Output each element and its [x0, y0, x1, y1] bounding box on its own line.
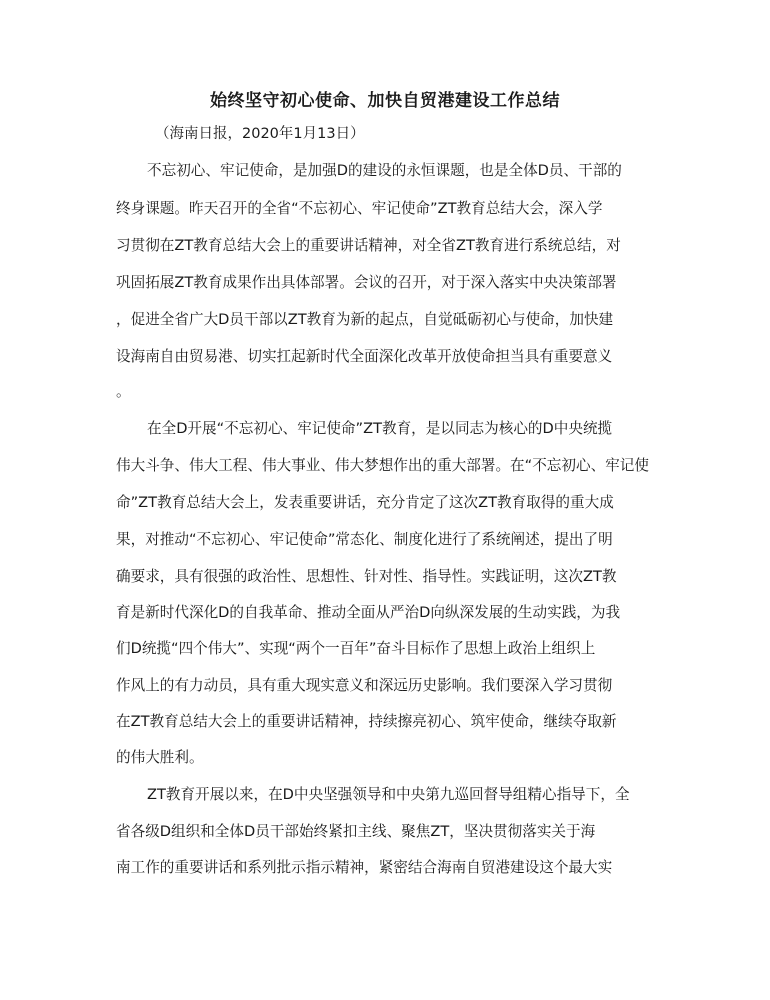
paragraph-line: 确要求，具有很强的政治性、思想性、针对性、指导性。实践证明，这次ZT教: [116, 568, 617, 585]
paragraph-line: 终身课题。昨天召开的全省“不忘初心、牢记使命”ZT教育总结大会，深入学: [116, 200, 603, 217]
paragraph-line: 省各级D组织和全体D员干部始终紧扣主线、聚焦ZT，坚决贯彻落实关于海: [116, 823, 596, 840]
paragraph-line: 们D统揽“四个伟大”、实现“两个一百年”奋斗目标作了思想上政治上组织上: [116, 640, 596, 657]
paragraph-line: ZT教育开展以来，在D中央坚强领导和中央第九巡回督导组精心指导下，全: [147, 786, 630, 803]
paragraph-line: 南工作的重要讲话和系列批示指示精神，紧密结合海南自贸港建设这个最大实: [116, 859, 613, 876]
paragraph-line: 育是新时代深化D的自我革命、推动全面从严治D向纵深发展的生动实践，为我: [116, 604, 621, 621]
paragraph-line: 伟大斗争、伟大工程、伟大事业、伟大梦想作出的重大部署。在“不忘初心、牢记使: [116, 457, 649, 474]
paragraph-line: 命”ZT教育总结大会上，发表重要讲话，充分肯定了这次ZT教育取得的重大成: [116, 494, 614, 511]
document-source: （海南日报，2020年1月13日）: [155, 126, 365, 142]
paragraph-line: 在ZT教育总结大会上的重要讲话精神，持续擦亮初心、筑牢使命，继续夺取新: [116, 713, 617, 730]
paragraph-line: 习贯彻在ZT教育总结大会上的重要讲话精神，对全省ZT教育进行系统总结，对: [116, 237, 621, 254]
paragraph-line: 巩固拓展ZT教育成果作出具体部署。会议的召开，对于深入落实中央决策部署: [116, 274, 617, 291]
paragraph-line: 不忘初心、牢记使命，是加强D的建设的永恒课题，也是全体D员、干部的: [147, 162, 622, 179]
paragraph-line: 作风上的有力动员，具有重大现实意义和深远历史影响。我们要深入学习贯彻: [116, 677, 613, 694]
paragraph-line: 果，对推动“不忘初心、牢记使命”常态化、制度化进行了系统阐述，提出了明: [116, 531, 613, 548]
paragraph-line: ，促进全省广大D员干部以ZT教育为新的起点，自觉砥砺初心与使命，加快建: [116, 311, 614, 328]
paragraph-line: 的伟大胜利。: [116, 749, 204, 766]
paragraph-line: 在全D开展“不忘初心、牢记使命”ZT教育，是以同志为核心的D中央统揽: [147, 420, 613, 437]
paragraph-line: 设海南自由贸易港、切实扛起新时代全面深化改革开放使命担当具有重要意义: [116, 348, 613, 365]
paragraph-line: 。: [116, 383, 131, 400]
document-title: 始终坚守初心使命、加快自贸港建设工作总结: [210, 91, 560, 111]
